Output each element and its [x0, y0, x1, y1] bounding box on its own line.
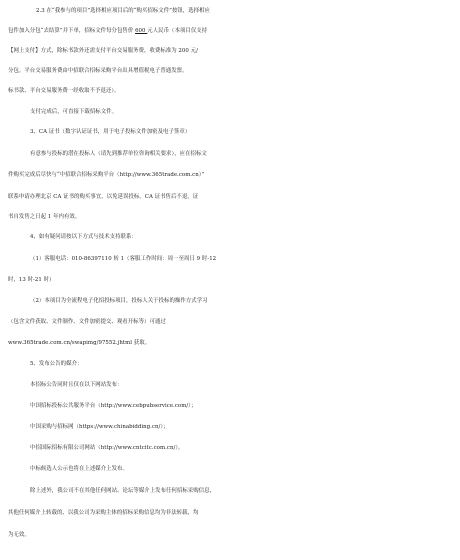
text-span: 除上述外，我公司不在其他任何网站、论坛等媒介上发布任何招标采购信息， [30, 488, 215, 494]
price-value: 600 [135, 28, 148, 34]
text-line [0, 293, 460, 310]
text-span: 本招标公告同时且仅在以下网站发布： [30, 382, 123, 388]
text-line [0, 146, 460, 163]
text-span: （1）客服电话：010-86397110 转 1（客服工作时间：周一至周日 9 时-12 [30, 256, 217, 262]
text-line [0, 189, 460, 206]
section-heading [0, 229, 460, 246]
text-line [0, 527, 460, 544]
text-span: 有意参与投标的潜在投标人（请先到推荐单位咨询相关要求），应在招标文 [30, 151, 207, 157]
text-span: 5、发布公告的媒介： [30, 361, 83, 367]
text-line [0, 167, 460, 184]
text-span: 中招国际招标有限公司网站（http://www.cntcitc.com.cn/）。 [30, 445, 184, 451]
section-heading [0, 124, 460, 141]
text-span: 元人民币（本项目仅支持 [147, 28, 208, 34]
text-line [0, 314, 460, 331]
media-item [0, 419, 460, 436]
text-span: 件购买完成后尽快与“中招联合招标采购平台（http://www.365trade.com.cn）” [8, 172, 205, 178]
text-line [0, 461, 460, 478]
text-line [0, 63, 460, 80]
text-span: （包含文件获取、文件制作、文件加密提交、观看开标等）可通过 [8, 319, 166, 325]
text-line [0, 335, 460, 352]
text-line [0, 505, 460, 522]
section-heading [0, 356, 460, 373]
text-span: 书自发售之日起 1 年内有效。 [8, 214, 81, 220]
text-line [0, 483, 460, 500]
text-span: 其他任何媒介上转载的、以我公司为采购主体的招标采购信息均为非法转载，均 [8, 510, 199, 516]
text-line [0, 43, 460, 60]
text-span: 3、CA 证书（数字认证证书，用于电子投标文件加密及电子签章） [30, 129, 191, 135]
text-span: 包件加入分包“去结算”并下单，招标文件每分包售价 [8, 28, 136, 34]
text-span: （2）本项目为全流程电子化招投标项目，投标人关于投标的操作方式学习 [30, 298, 208, 304]
text-span: 中标候选人公示也将在上述媒介上发布。 [30, 466, 128, 472]
text-line [0, 272, 460, 289]
text-span: 时，13 时-21 时） [8, 277, 55, 283]
text-span: 联系申请办理北京 CA 证书的购买事宜，以免延误投标。CA 证书售后不退，证 [8, 194, 199, 200]
media-item [0, 440, 460, 457]
text-span: 中国招标投标公共服务平台（http://www.cebpubservice.com/）； [30, 403, 197, 409]
text-line [0, 377, 460, 394]
text-span: 2.3 在“我参与的项目”选择相应项目后的“购买招标文件”按钮，选择相应 [36, 8, 211, 14]
text-span: 中国采购与招标网（https://www.chinabidding.cn/）； [30, 424, 169, 430]
text-span: 为无效。 [8, 532, 30, 538]
text-line [0, 209, 460, 226]
text-span: 支付完成后，可直接下载招标文件。 [30, 109, 118, 115]
text-span: 分包。平台交易服务费由中招联合招标采购平台出具增值税电子普通发票。 [8, 68, 188, 74]
text-span: 4、如有疑问请按以下方式与技术支持联系： [30, 234, 137, 240]
text-span: 标书款、平台交易服务费一经收取不予退还）。 [8, 88, 120, 94]
url-text: www.365trade.com.cn/swapimg/97552.jhtml 获取。 [8, 340, 151, 346]
text-line [0, 3, 460, 20]
text-line [0, 251, 460, 268]
text-span: 【网上支付】方式，除标书款外还需支付平台交易服务费，收费标准为 200 元/ [8, 48, 198, 54]
text-line [0, 83, 460, 100]
text-line [0, 104, 460, 121]
media-item [0, 398, 460, 415]
text-line [0, 23, 460, 40]
